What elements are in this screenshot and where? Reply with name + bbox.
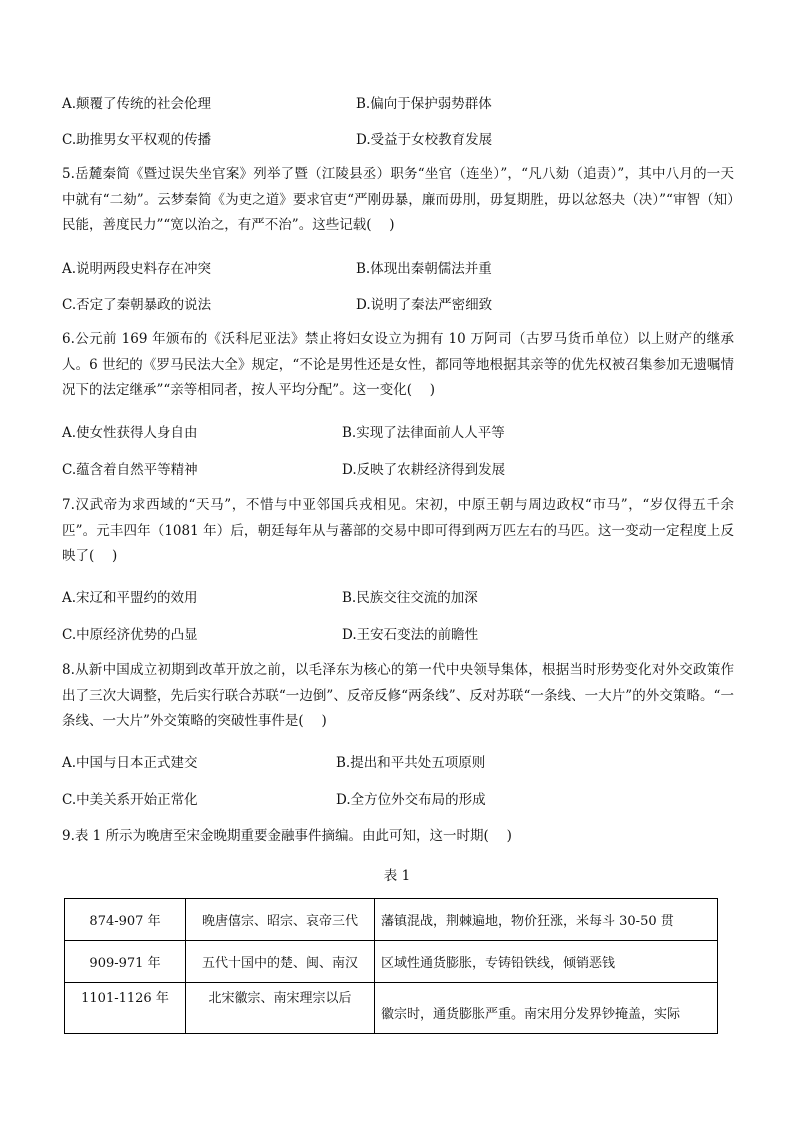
question-9 <box>62 824 734 850</box>
table-row <box>65 941 718 983</box>
q4-options-row-1 <box>62 92 732 114</box>
question-8 <box>62 658 734 735</box>
q8-stem: 8.从新中国成立初期到改革开放之前，以毛泽东为核心的第一代中央领导集体，根据当时形势变化对外交政策作出了三次大调整，先后实行联合苏联“一边倒”、反帝反修“两条线”、反对苏联“一条线、一大片”的外交策略。“一条线、一大片”外交策略的突破性事件是( ) <box>62 662 734 729</box>
q7-options-row-2 <box>62 623 732 645</box>
table-cell-period: 1101-1126 年 <box>65 983 186 1034</box>
q6-stem: 6.公元前 169 年颁布的《沃科尼亚法》禁止将妇女设立为拥有 10 万阿司（古罗马货币单位）以上财产的继承人。6 世纪的《罗马民法大全》规定，“不论是男性还是女性，都同等地根据其亲等的优先权被召集参加无遗嘱情况下的法定继承”“亲等相同者，按人平均分配”。这一变化( ) <box>62 331 734 398</box>
q6-options-row-2 <box>62 458 732 480</box>
q4-options-row-2 <box>62 128 732 150</box>
q5-options-row-1 <box>62 257 732 279</box>
finance-events-table <box>64 898 718 1034</box>
table-cell-dynasty: 北宋徽宗、南宋理宗以后 <box>186 983 375 1034</box>
q6-option-b[interactable]: B.实现了法律面前人人平等 <box>342 425 505 441</box>
q5-options-row-2 <box>62 293 732 315</box>
q5-option-d[interactable]: D.说明了秦法严密细致 <box>356 297 493 313</box>
q7-options-row-1 <box>62 586 732 608</box>
table-row <box>65 899 718 941</box>
q5-option-a[interactable]: A.说明两段史料存在冲突 <box>62 261 212 277</box>
q7-option-d[interactable]: D.王安石变法的前瞻性 <box>342 627 479 643</box>
q6-option-c[interactable]: C.蕴含着自然平等精神 <box>62 462 198 478</box>
q4-option-c[interactable]: C.助推男女平权观的传播 <box>62 132 212 148</box>
table-cell-dynasty: 五代十国中的楚、闽、南汉 <box>186 941 375 983</box>
q6-option-d[interactable]: D.反映了农耕经济得到发展 <box>342 462 506 478</box>
q4-option-b[interactable]: B.偏向于保护弱势群体 <box>356 96 492 112</box>
q5-option-b[interactable]: B.体现出秦朝儒法并重 <box>356 261 492 277</box>
table-cell-event: 藩镇混战，荆棘遍地，物价狂涨，米每斗 30-50 贯 <box>375 899 718 941</box>
q4-option-d[interactable]: D.受益于女校教育发展 <box>356 132 493 148</box>
q8-option-d[interactable]: D.全方位外交布局的形成 <box>336 792 486 808</box>
q8-option-c[interactable]: C.中美关系开始正常化 <box>62 792 198 808</box>
q8-options-row-1 <box>62 751 732 773</box>
table-cell-period: 874-907 年 <box>65 899 186 941</box>
q4-option-a[interactable]: A.颠覆了传统的社会伦理 <box>62 96 212 112</box>
q7-option-c[interactable]: C.中原经济优势的凸显 <box>62 627 198 643</box>
q7-option-b[interactable]: B.民族交往交流的加深 <box>342 590 478 606</box>
q5-option-c[interactable]: C.否定了秦朝暴政的说法 <box>62 297 212 313</box>
q7-stem: 7.汉武帝为求西域的“天马”，不惜与中亚邻国兵戎相见。宋初，中原王朝与周边政权“市马”，“岁仅得五千余匹”。元丰四年（1081 年）后，朝廷每年从与蕃部的交易中即可得到两万匹左右的马匹。这一变动一定程度上反映了( ) <box>62 497 734 564</box>
q8-option-a[interactable]: A.中国与日本正式建交 <box>62 755 198 771</box>
q9-stem: 9.表 1 所示为晚唐至宋金晚期重要金融事件摘编。由此可知，这一时期( ) <box>62 828 512 844</box>
table-caption: 表 1 <box>383 868 411 884</box>
question-5 <box>62 162 734 239</box>
table-row <box>65 983 718 1034</box>
q5-stem: 5.岳麓秦简《暨过误失坐官案》列举了暨（江陵县丞）职务“坐官（连坐）”，“凡八劾（追责）”，其中八月的一天中就有“二劾”。云梦秦简《为吏之道》要求官吏“严刚毋暴，廉而毋刖，毋复期胜，毋以忿怒夬（决）”“审智（知）民能，善度民力”“宽以治之，有严不治”。这些记载( ) <box>62 166 734 233</box>
q7-option-a[interactable]: A.宋辽和平盟约的效用 <box>62 590 198 606</box>
q6-option-a[interactable]: A.使女性获得人身自由 <box>62 425 198 441</box>
q8-options-row-2 <box>62 788 732 810</box>
table-cell-event: 区域性通货膨胀，专铸铅铁线，倾销恶钱 <box>375 941 718 983</box>
question-6 <box>62 327 734 404</box>
q6-options-row-1 <box>62 421 732 443</box>
table-cell-period: 909-971 年 <box>65 941 186 983</box>
question-7 <box>62 493 734 570</box>
q8-option-b[interactable]: B.提出和平共处五项原则 <box>336 755 486 771</box>
table-cell-event: 徽宗时，通货膨胀严重。南宋用分发界钞掩盖，实际 <box>375 983 718 1034</box>
table-cell-dynasty: 晚唐僖宗、昭宗、哀帝三代 <box>186 899 375 941</box>
